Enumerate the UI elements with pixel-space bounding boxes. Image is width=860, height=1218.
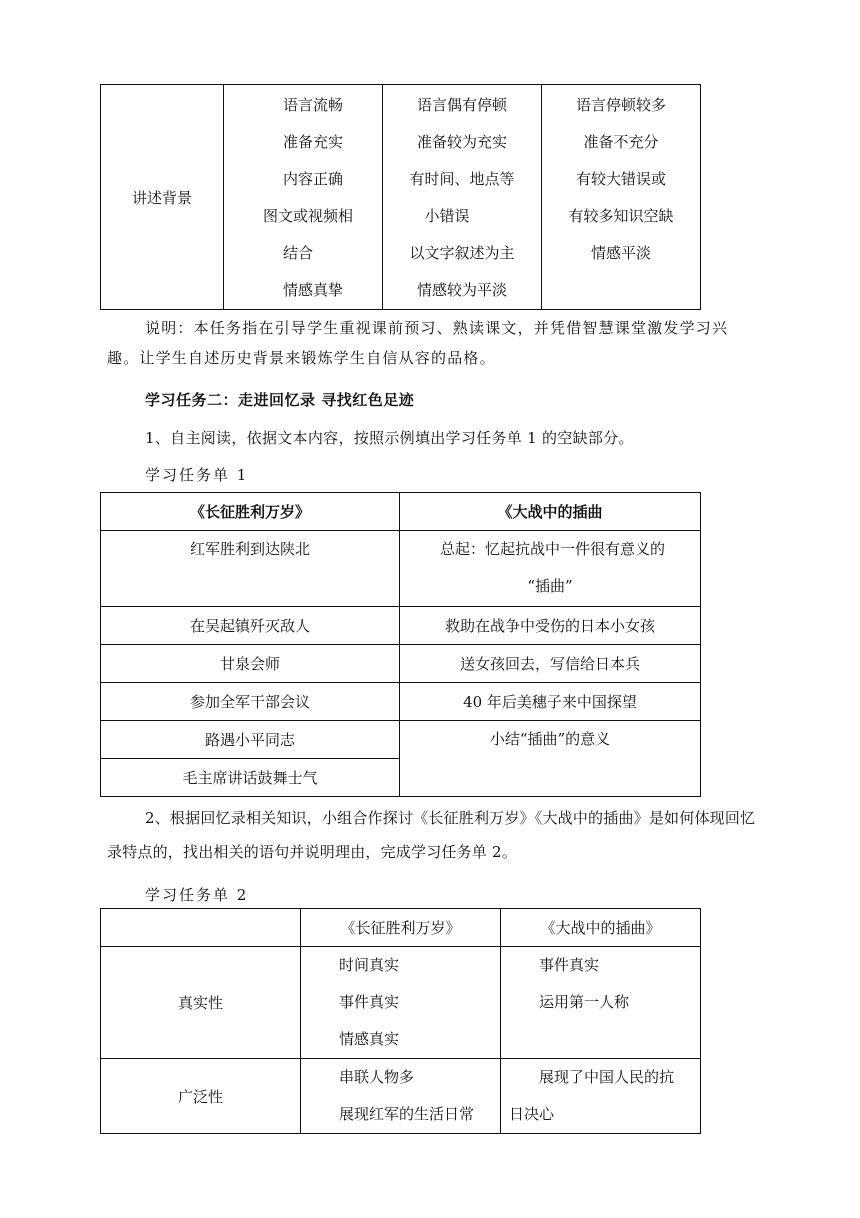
- rubric-col-fair: [542, 85, 701, 310]
- sheet1-right-cell: 40 年后美穗子来中国探望: [400, 683, 701, 721]
- sheet2-cell-text: 事件真实: [539, 956, 600, 974]
- rubric-cell-text: 结合: [283, 244, 314, 262]
- rubric-col-good: [383, 85, 542, 310]
- instruction-1: 1、自主阅读，依据文本内容，按照示例填出学习任务单 1 的空缺部分。: [145, 429, 634, 447]
- rubric-cell-text: 语言偶有停顿: [416, 96, 507, 114]
- rubric-cell-text: 有时间、地点等: [409, 170, 515, 188]
- sheet2-table: [100, 908, 701, 1134]
- rubric-cell-text: 有较多知识空缺: [568, 207, 674, 225]
- table-row: [400, 531, 701, 607]
- table-row: [501, 947, 701, 1059]
- rubric-cell-text: 内容正确: [283, 170, 344, 188]
- table-row: [101, 531, 400, 607]
- sheet1-header-left: 《长征胜利万岁》: [101, 493, 400, 531]
- sheet1-right-cell: 送女孩回去，写信给日本兵: [400, 645, 701, 683]
- sheet2-header-left: 《长征胜利万岁》: [301, 909, 501, 947]
- sheet1-right-cell: [400, 721, 701, 797]
- rubric-cell-text: 语言停顿较多: [575, 96, 666, 114]
- rubric-table: [100, 84, 701, 310]
- sheet1-left-cell: 红军胜利到达陕北: [189, 540, 310, 558]
- rubric-cell-text: 准备不充分: [583, 133, 659, 151]
- sheet2-cell-text: 运用第一人称: [539, 993, 630, 1011]
- table-row: [301, 1059, 501, 1134]
- sheet1-header-right: 《大战中的插曲: [400, 493, 701, 531]
- sheet2-cell-text: 事件真实: [339, 993, 400, 1011]
- sheet1-left-cell: 在吴起镇歼灭敌人: [101, 607, 400, 645]
- sheet1-label: 学习任务单 1: [145, 466, 249, 484]
- rubric-cell-text: 语言流畅: [283, 96, 344, 114]
- task2-heading: 学习任务二：走进回忆录 寻找红色足迹: [145, 391, 415, 409]
- sheet2-label: 学习任务单 2: [145, 886, 249, 904]
- sheet1-left-cell: 路遇小平同志: [101, 721, 400, 759]
- sheet1-right-cell: “插曲”: [527, 577, 573, 595]
- sheet2-header-right: 《大战中的插曲》: [501, 909, 701, 947]
- sheet2-cell-text: 时间真实: [339, 956, 400, 974]
- sheet1-right-text: 小结“插曲”的意义: [489, 730, 611, 748]
- sheet2-cell-text: 情感真实: [339, 1030, 400, 1048]
- rubric-cell-text: 情感较为平淡: [416, 281, 507, 299]
- sheet1-left-cell: 甘泉会师: [101, 645, 400, 683]
- sheet1-right-cell: 救助在战争中受伤的日本小女孩: [400, 607, 701, 645]
- sheet1-right-cell: 总起：忆起抗战中一件很有意义的: [440, 540, 666, 558]
- rubric-cell-text: 图文或视频相: [263, 207, 354, 225]
- table-row: [501, 1059, 701, 1134]
- rubric-cell-text: 情感平淡: [590, 244, 651, 262]
- sheet1-left-cell: 毛主席讲话鼓舞士气: [101, 759, 400, 797]
- rubric-cell-text: 以文字叙述为主: [409, 244, 515, 262]
- rubric-cell-text: 情感真挚: [283, 281, 344, 299]
- rubric-col-excellent: [224, 85, 383, 310]
- sheet2-row-label: 广泛性: [101, 1059, 301, 1134]
- sheet2-cell-text: 串联人物多: [339, 1068, 415, 1086]
- rubric-cell-text: 有较大错误或: [575, 170, 666, 188]
- sheet2-cell-text: 日决心: [509, 1105, 555, 1123]
- sheet2-cell-text: 展现了中国人民的抗: [539, 1068, 675, 1086]
- sheet2-header-empty: [101, 909, 301, 947]
- instruction-2: 2、根据回忆录相关知识，小组合作探讨《长征胜利万岁》《大战中的插曲》是如何体现回忆录特点的，找出相关的语句并说明理由，完成学习任务单 2。: [107, 809, 756, 861]
- rubric-row-label: 讲述背景: [101, 85, 224, 310]
- rubric-cell-text: 小错误: [424, 207, 470, 225]
- sheet2-row-label: 真实性: [101, 947, 301, 1059]
- sheet1-left-cell: 参加全军干部会议: [101, 683, 400, 721]
- rubric-cell-text: 准备充实: [283, 133, 344, 151]
- rubric-cell-text: 准备较为充实: [416, 133, 507, 151]
- note-paragraph: 说明：本任务指在引导学生重视课前预习、熟读课文，并凭借智慧课堂激发学习兴趣。让学生自述历史背景来锻炼学生自信从容的品格。: [107, 319, 729, 367]
- table-row: [301, 947, 501, 1059]
- sheet2-cell-text: 展现红军的生活日常: [339, 1105, 475, 1123]
- sheet1-table: [100, 492, 701, 797]
